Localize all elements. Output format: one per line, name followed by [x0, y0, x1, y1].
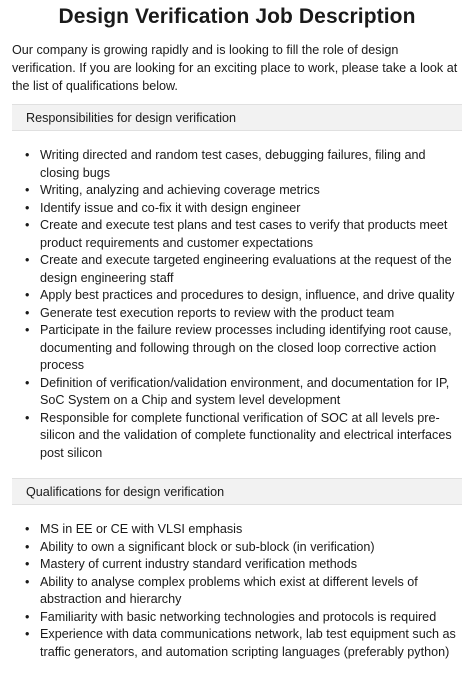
bullet-icon: •: [25, 609, 30, 624]
bullet-icon: •: [25, 305, 30, 320]
bullet-icon: •: [25, 200, 30, 215]
bullet-icon: •: [25, 522, 30, 536]
list-item: • Mastery of current industry standard verification methods: [12, 556, 462, 574]
bullet-icon: •: [25, 183, 30, 197]
bullet-icon: •: [25, 288, 30, 302]
list-item: • Participate in the failure review processes including identifying root cause, documenting and following through on the closed loop corrective action process: [25, 323, 452, 372]
list-item: • Definition of verification/validation environment, and documentation for IP, SoC System on a Chip and system level development: [25, 375, 450, 407]
bullet-icon: •: [25, 574, 30, 589]
bullet-icon: •: [25, 375, 30, 390]
bullet-icon: •: [25, 627, 30, 641]
responsibilities-list: [12, 147, 462, 462]
page-title: Design Verification Job Description: [58, 5, 416, 28]
list-item: • Ability to analyse complex problems which exist at different levels of abstraction and hierarchy: [25, 574, 418, 606]
bullet-icon: •: [25, 323, 30, 337]
bullet-icon: •: [25, 410, 30, 425]
responsibilities-heading: Responsibilities for design verification: [12, 104, 462, 131]
list-item: • Responsible for complete functional verification of SOC at all levels pre-silicon and the validation of complete functionality and electrical interfaces post silicon: [25, 410, 452, 460]
list-item: • Generate test execution reports to review with the product team: [12, 305, 462, 323]
list-item: • Identify issue and co-fix it with design engineer: [12, 200, 462, 218]
bullet-icon: •: [25, 148, 30, 162]
bullet-icon: •: [25, 253, 30, 267]
list-item: • Create and execute targeted engineering evaluations at the request of the design engineering staff: [25, 253, 452, 285]
bullet-icon: •: [25, 218, 30, 232]
list-item: • Experience with data communications network, lab test equipment such as traffic generators, and automation scripting languages (preferably python): [25, 627, 456, 659]
qualifications-list: [12, 521, 462, 661]
list-item: • Familiarity with basic networking technologies and protocols is required: [12, 609, 462, 627]
list-item: • Create and execute test plans and test cases to verify that products meet product requirements and customer expectations: [25, 218, 448, 250]
qualifications-heading: Qualifications for design verification: [12, 478, 462, 505]
bullet-icon: •: [25, 557, 30, 571]
intro-paragraph: Our company is growing rapidly and is looking to fill the role of design verification. If you are looking for an exciting place to work, please take a look at the list of qualifications below.: [12, 43, 458, 93]
bullet-icon: •: [25, 539, 30, 554]
list-item: • Ability to own a significant block or sub-block (in verification): [12, 539, 462, 557]
list-item: • MS in EE or CE with VLSI emphasis: [12, 521, 462, 539]
list-item: • Writing, analyzing and achieving coverage metrics: [12, 182, 462, 200]
list-item: • Writing directed and random test cases, debugging failures, filing and closing bugs: [25, 148, 426, 180]
list-item: • Apply best practices and procedures to design, influence, and drive quality: [12, 287, 462, 305]
